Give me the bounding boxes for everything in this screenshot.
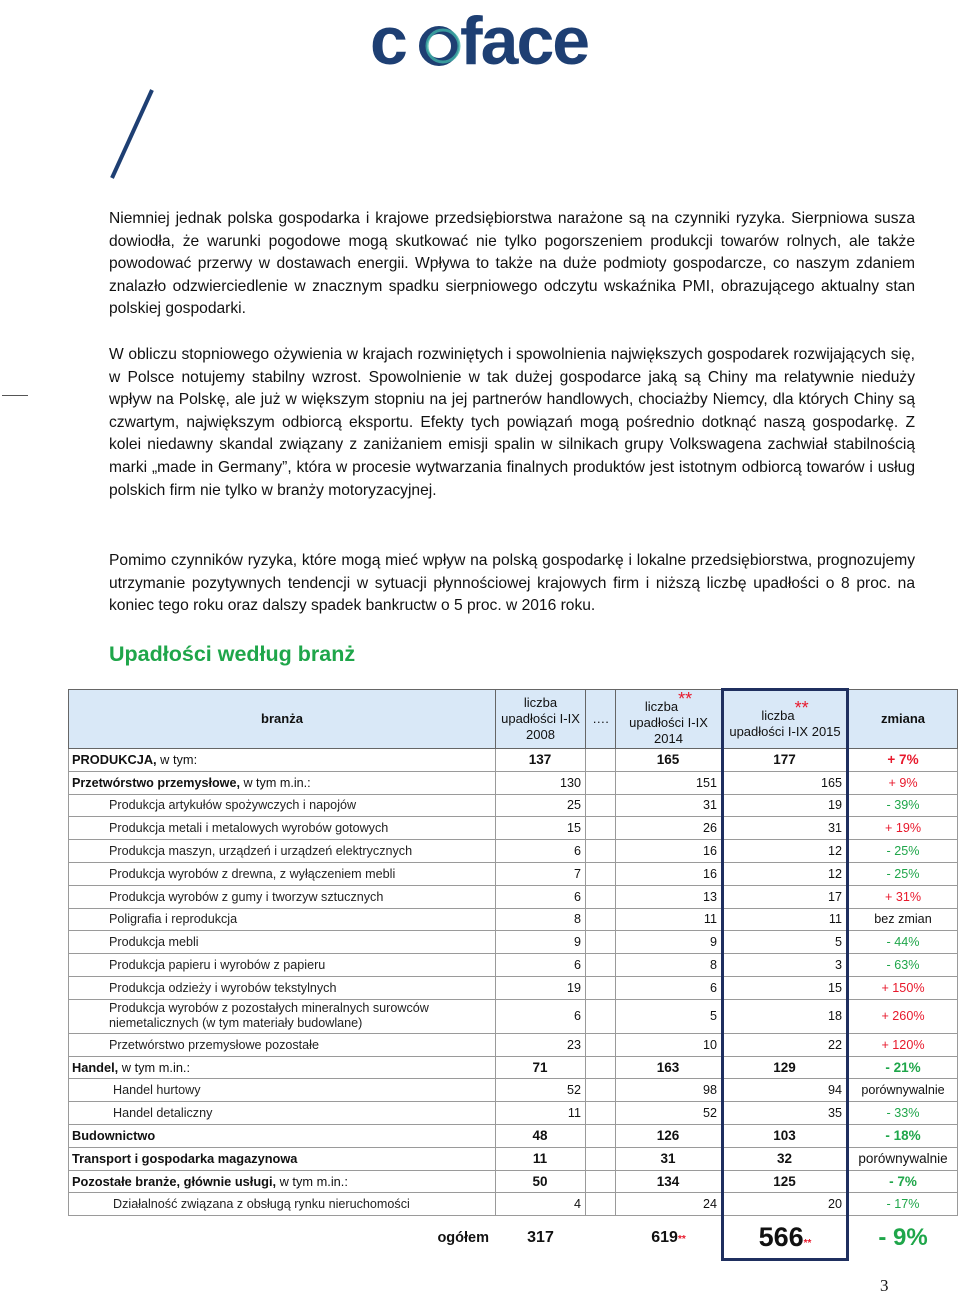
header-2014-pre: liczba (644, 699, 679, 714)
row-v2014: 31 (616, 794, 723, 817)
row-label: Produkcja odzieży i wyrobów tekstylnych (69, 976, 496, 999)
row-change: - 44% (848, 931, 958, 954)
row-v2014: 98 (616, 1079, 723, 1102)
row-v2015: 31 (723, 817, 848, 840)
row-change: - 25% (848, 862, 958, 885)
row-v2014: 31 (616, 1147, 723, 1170)
row-label-text: Budownictwo (72, 1128, 156, 1144)
table-row (69, 1102, 958, 1125)
header-2015-pre: liczba (761, 707, 795, 723)
row-gap (586, 954, 616, 977)
row-gap (586, 862, 616, 885)
row-gap (586, 908, 616, 931)
total-2015 (723, 1216, 848, 1260)
row-change: - 63% (848, 954, 958, 977)
table-row (69, 1124, 958, 1147)
total-gap (586, 1216, 616, 1260)
row-change: - 18% (848, 1124, 958, 1147)
table-row (69, 885, 958, 908)
row-v2008: 6 (496, 885, 586, 908)
table-row (69, 749, 958, 772)
total-2008: 317 (496, 1216, 586, 1260)
row-v2008: 4 (496, 1193, 586, 1216)
row-gap (586, 749, 616, 772)
row-v2014: 5 (616, 999, 723, 1033)
row-v2008: 23 (496, 1033, 586, 1056)
header-change: zmiana (848, 690, 958, 749)
row-label: Produkcja wyrobów z gumy i tworzyw sztucznych (69, 885, 496, 908)
row-gap (586, 1033, 616, 1056)
total-2014 (616, 1216, 723, 1260)
row-v2015: 22 (723, 1033, 848, 1056)
row-v2008: 130 (496, 771, 586, 794)
table-row (69, 794, 958, 817)
row-v2008: 48 (496, 1124, 586, 1147)
row-v2015: 18 (723, 999, 848, 1033)
table-row (69, 931, 958, 954)
row-v2014: 126 (616, 1124, 723, 1147)
row-v2015: 19 (723, 794, 848, 817)
row-v2014: 165 (616, 749, 723, 772)
svg-text:face: face (460, 10, 589, 76)
row-change: + 120% (848, 1033, 958, 1056)
row-change: + 260% (848, 999, 958, 1033)
row-gap (586, 999, 616, 1033)
row-v2015: 165 (723, 771, 848, 794)
row-change: porównywalnie (848, 1079, 958, 1102)
total-2014-stars: ** (677, 1233, 686, 1245)
row-label-note: w tym m.in.: (276, 1173, 348, 1189)
total-2015-stars: ** (803, 1237, 812, 1249)
row-v2015: 125 (723, 1170, 848, 1193)
row-v2015: 20 (723, 1193, 848, 1216)
row-v2008: 137 (496, 749, 586, 772)
table-row (69, 817, 958, 840)
row-gap (586, 840, 616, 863)
row-label (69, 1170, 496, 1193)
row-change: porównywalnie (848, 1147, 958, 1170)
row-v2015: 15 (723, 976, 848, 999)
row-label-text: Transport i gospodarka magazynowa (72, 1151, 298, 1167)
header-2014-stars: ** (678, 689, 693, 709)
row-label: Handel hurtowy (69, 1079, 496, 1102)
row-v2008: 6 (496, 954, 586, 977)
row-label: Handel detaliczny (69, 1102, 496, 1125)
header-2014 (616, 690, 723, 749)
table-row (69, 1147, 958, 1170)
row-gap (586, 1147, 616, 1170)
row-label-note: w tym m.in.: (239, 775, 311, 790)
row-gap (586, 1102, 616, 1125)
row-v2014: 24 (616, 1193, 723, 1216)
row-change: - 25% (848, 840, 958, 863)
row-v2008: 50 (496, 1170, 586, 1193)
row-label-note: w tym m.in.: (118, 1059, 191, 1075)
row-v2008: 15 (496, 817, 586, 840)
row-gap (586, 1056, 616, 1079)
header-2015 (723, 690, 848, 749)
row-v2014: 10 (616, 1033, 723, 1056)
header-2015-post: upadłości I-IX 2015 (729, 723, 841, 739)
total-label: ogółem (69, 1216, 496, 1260)
row-v2015: 177 (723, 749, 848, 772)
row-v2015: 94 (723, 1079, 848, 1102)
header-branch: branża (69, 690, 496, 749)
row-label: Produkcja artykułów spożywczych i napojów (69, 794, 496, 817)
row-change: - 33% (848, 1102, 958, 1125)
row-v2008: 71 (496, 1056, 586, 1079)
paragraph-3: Pomimo czynników ryzyka, które mogą mieć wpływ na polską gospodarkę i lokalne przedsiębiorstwa, prognozujemy utrzymanie pozytywnych tendencji w sytuacji płynnościowej krajowych firm i niższą liczbę upadłości o 8 proc. na koniec tego roku oraz dalszy spadek bankructw o 5 proc. w 2016 roku. (109, 552, 915, 615)
row-label: Produkcja mebli (69, 931, 496, 954)
row-gap (586, 885, 616, 908)
table-row (69, 862, 958, 885)
row-label: Produkcja wyrobów z pozostałych mineralnych surowców niemetalicznych (w tym materiały budowlane) (69, 999, 496, 1033)
table-total-row (69, 1216, 958, 1260)
row-gap (586, 817, 616, 840)
row-change: + 150% (848, 976, 958, 999)
row-change: bez zmian (848, 908, 958, 931)
row-v2015: 3 (723, 954, 848, 977)
row-v2014: 163 (616, 1056, 723, 1079)
row-gap (586, 794, 616, 817)
logo-double-o (423, 30, 459, 62)
row-label (69, 1056, 496, 1079)
table-row (69, 1170, 958, 1193)
row-v2008: 11 (496, 1102, 586, 1125)
coface-logo (370, 10, 630, 76)
row-label: Działalność związana z obsługą rynku nieruchomości (69, 1193, 496, 1216)
paragraph-2: W obliczu stopniowego ożywienia w krajach rozwiniętych i spowolnienia największych gospodarek rozwijających się, w Polsce notujemy stabilny wzrost. Spowolnienie w tak dużej gospodarce jaką są Chiny ma relatywnie nieduży wpływ na Polskę, ale już w większym stopniu na jej partnerów handlowych, chociażby Niemcy, dla których Chiny są czwartym, największym odbiorcą eksportu. Efekty tych powiązań mogą pośrednio dotknąć naszą gospodarkę. Z kolei niedawny skandal związany z zaniżaniem emisji spalin w silnikach grupy Volkswagena zachwiał stabilnością marki „made in Germany”, która w procesie wytwarzania finalnych produktów jest istotnym odbiorcą towarów i usług polskich firm nie tylko w branży motoryzacyjnej. (109, 346, 915, 499)
row-v2015: 35 (723, 1102, 848, 1125)
row-label (69, 749, 496, 772)
row-v2014: 26 (616, 817, 723, 840)
row-change: + 31% (848, 885, 958, 908)
row-v2014: 8 (616, 954, 723, 977)
row-v2014: 151 (616, 771, 723, 794)
row-v2015: 11 (723, 908, 848, 931)
row-v2008: 8 (496, 908, 586, 931)
row-label: Produkcja maszyn, urządzeń i urządzeń elektrycznych (69, 840, 496, 863)
row-gap (586, 1124, 616, 1147)
total-2014-value: 619 (651, 1228, 678, 1246)
row-label: Produkcja metali i metalowych wyrobów gotowych (69, 817, 496, 840)
row-label-text: Pozostałe branże, głównie usługi, (72, 1173, 277, 1189)
row-gap (586, 931, 616, 954)
section-title: Upadłości według branż (109, 642, 356, 666)
row-gap (586, 1193, 616, 1216)
row-change: - 39% (848, 794, 958, 817)
paragraph-1: Niemniej jednak polska gospodarka i krajowe przedsiębiorstwa narażone są na czynniki ryzyka. Sierpniowa susza dowiodła, że warunki pogodowe mogą skutkować nie tylko pogorszeniem produkcji towarów rolnych, ale także powodować przerwy w dostawach energii. Wpływa to także na duże podmioty gospodarcze, co naszym zdaniem znalazło odzwierciedlenie w znacznym spadku sierpniowego odczytu wskaźnika PMI, obrazującego aktualny stan polskiej gospodarki. (109, 210, 915, 318)
row-v2008: 6 (496, 840, 586, 863)
row-label-text: PRODUKCJA, (72, 752, 157, 768)
table-row (69, 1033, 958, 1056)
margin-mark (2, 395, 28, 396)
row-change: - 21% (848, 1056, 958, 1079)
total-2015-value: 566 (758, 1221, 804, 1252)
row-v2008: 7 (496, 862, 586, 885)
row-v2014: 13 (616, 885, 723, 908)
row-v2014: 52 (616, 1102, 723, 1125)
bankruptcy-table (68, 688, 958, 1261)
table-row (69, 840, 958, 863)
row-v2015: 12 (723, 862, 848, 885)
total-change: - 9% (848, 1216, 958, 1260)
row-change: + 7% (848, 749, 958, 772)
table-row (69, 1079, 958, 1102)
row-v2008: 19 (496, 976, 586, 999)
row-change: - 17% (848, 1193, 958, 1216)
row-label-note: w tym: (156, 752, 198, 768)
row-gap (586, 976, 616, 999)
row-change: + 19% (848, 817, 958, 840)
row-v2015: 12 (723, 840, 848, 863)
row-v2008: 9 (496, 931, 586, 954)
row-v2014: 6 (616, 976, 723, 999)
row-v2015: 5 (723, 931, 848, 954)
row-v2008: 25 (496, 794, 586, 817)
header-2014-post: upadłości I-IX 2014 (629, 715, 708, 746)
table-row (69, 976, 958, 999)
row-label (69, 1124, 496, 1147)
row-v2014: 9 (616, 931, 723, 954)
table-row (69, 999, 958, 1033)
row-label-text: Przetwórstwo przemysłowe, (72, 775, 240, 790)
row-v2015: 103 (723, 1124, 848, 1147)
page-number: 3 (880, 1276, 889, 1295)
row-v2014: 16 (616, 862, 723, 885)
row-change: - 7% (848, 1170, 958, 1193)
row-gap (586, 1079, 616, 1102)
row-label (69, 1147, 496, 1170)
header-2008: liczba upadłości I-IX 2008 (496, 690, 586, 749)
header-ellipsis: …. (586, 690, 616, 749)
table-row (69, 954, 958, 977)
row-gap (586, 771, 616, 794)
row-v2014: 11 (616, 908, 723, 931)
header-2015-stars: ** (794, 697, 809, 718)
row-label (69, 771, 496, 794)
row-v2014: 16 (616, 840, 723, 863)
row-label: Przetwórstwo przemysłowe pozostałe (69, 1033, 496, 1056)
row-gap (586, 1170, 616, 1193)
row-v2015: 17 (723, 885, 848, 908)
decorative-slash (108, 88, 156, 180)
row-v2014: 134 (616, 1170, 723, 1193)
row-v2015: 129 (723, 1056, 848, 1079)
row-change: + 9% (848, 771, 958, 794)
table-row (69, 908, 958, 931)
row-v2008: 6 (496, 999, 586, 1033)
table-header-row (69, 690, 958, 749)
row-v2008: 11 (496, 1147, 586, 1170)
table-row (69, 1193, 958, 1216)
row-label-text: Handel, (72, 1059, 119, 1075)
row-label: Produkcja papieru i wyrobów z papieru (69, 954, 496, 977)
row-label: Produkcja wyrobów z drewna, z wyłączeniem mebli (69, 862, 496, 885)
row-v2008: 52 (496, 1079, 586, 1102)
svg-text:c: c (370, 10, 406, 76)
row-label: Poligrafia i reprodukcja (69, 908, 496, 931)
table-row (69, 1056, 958, 1079)
row-v2015: 32 (723, 1147, 848, 1170)
table-row (69, 771, 958, 794)
